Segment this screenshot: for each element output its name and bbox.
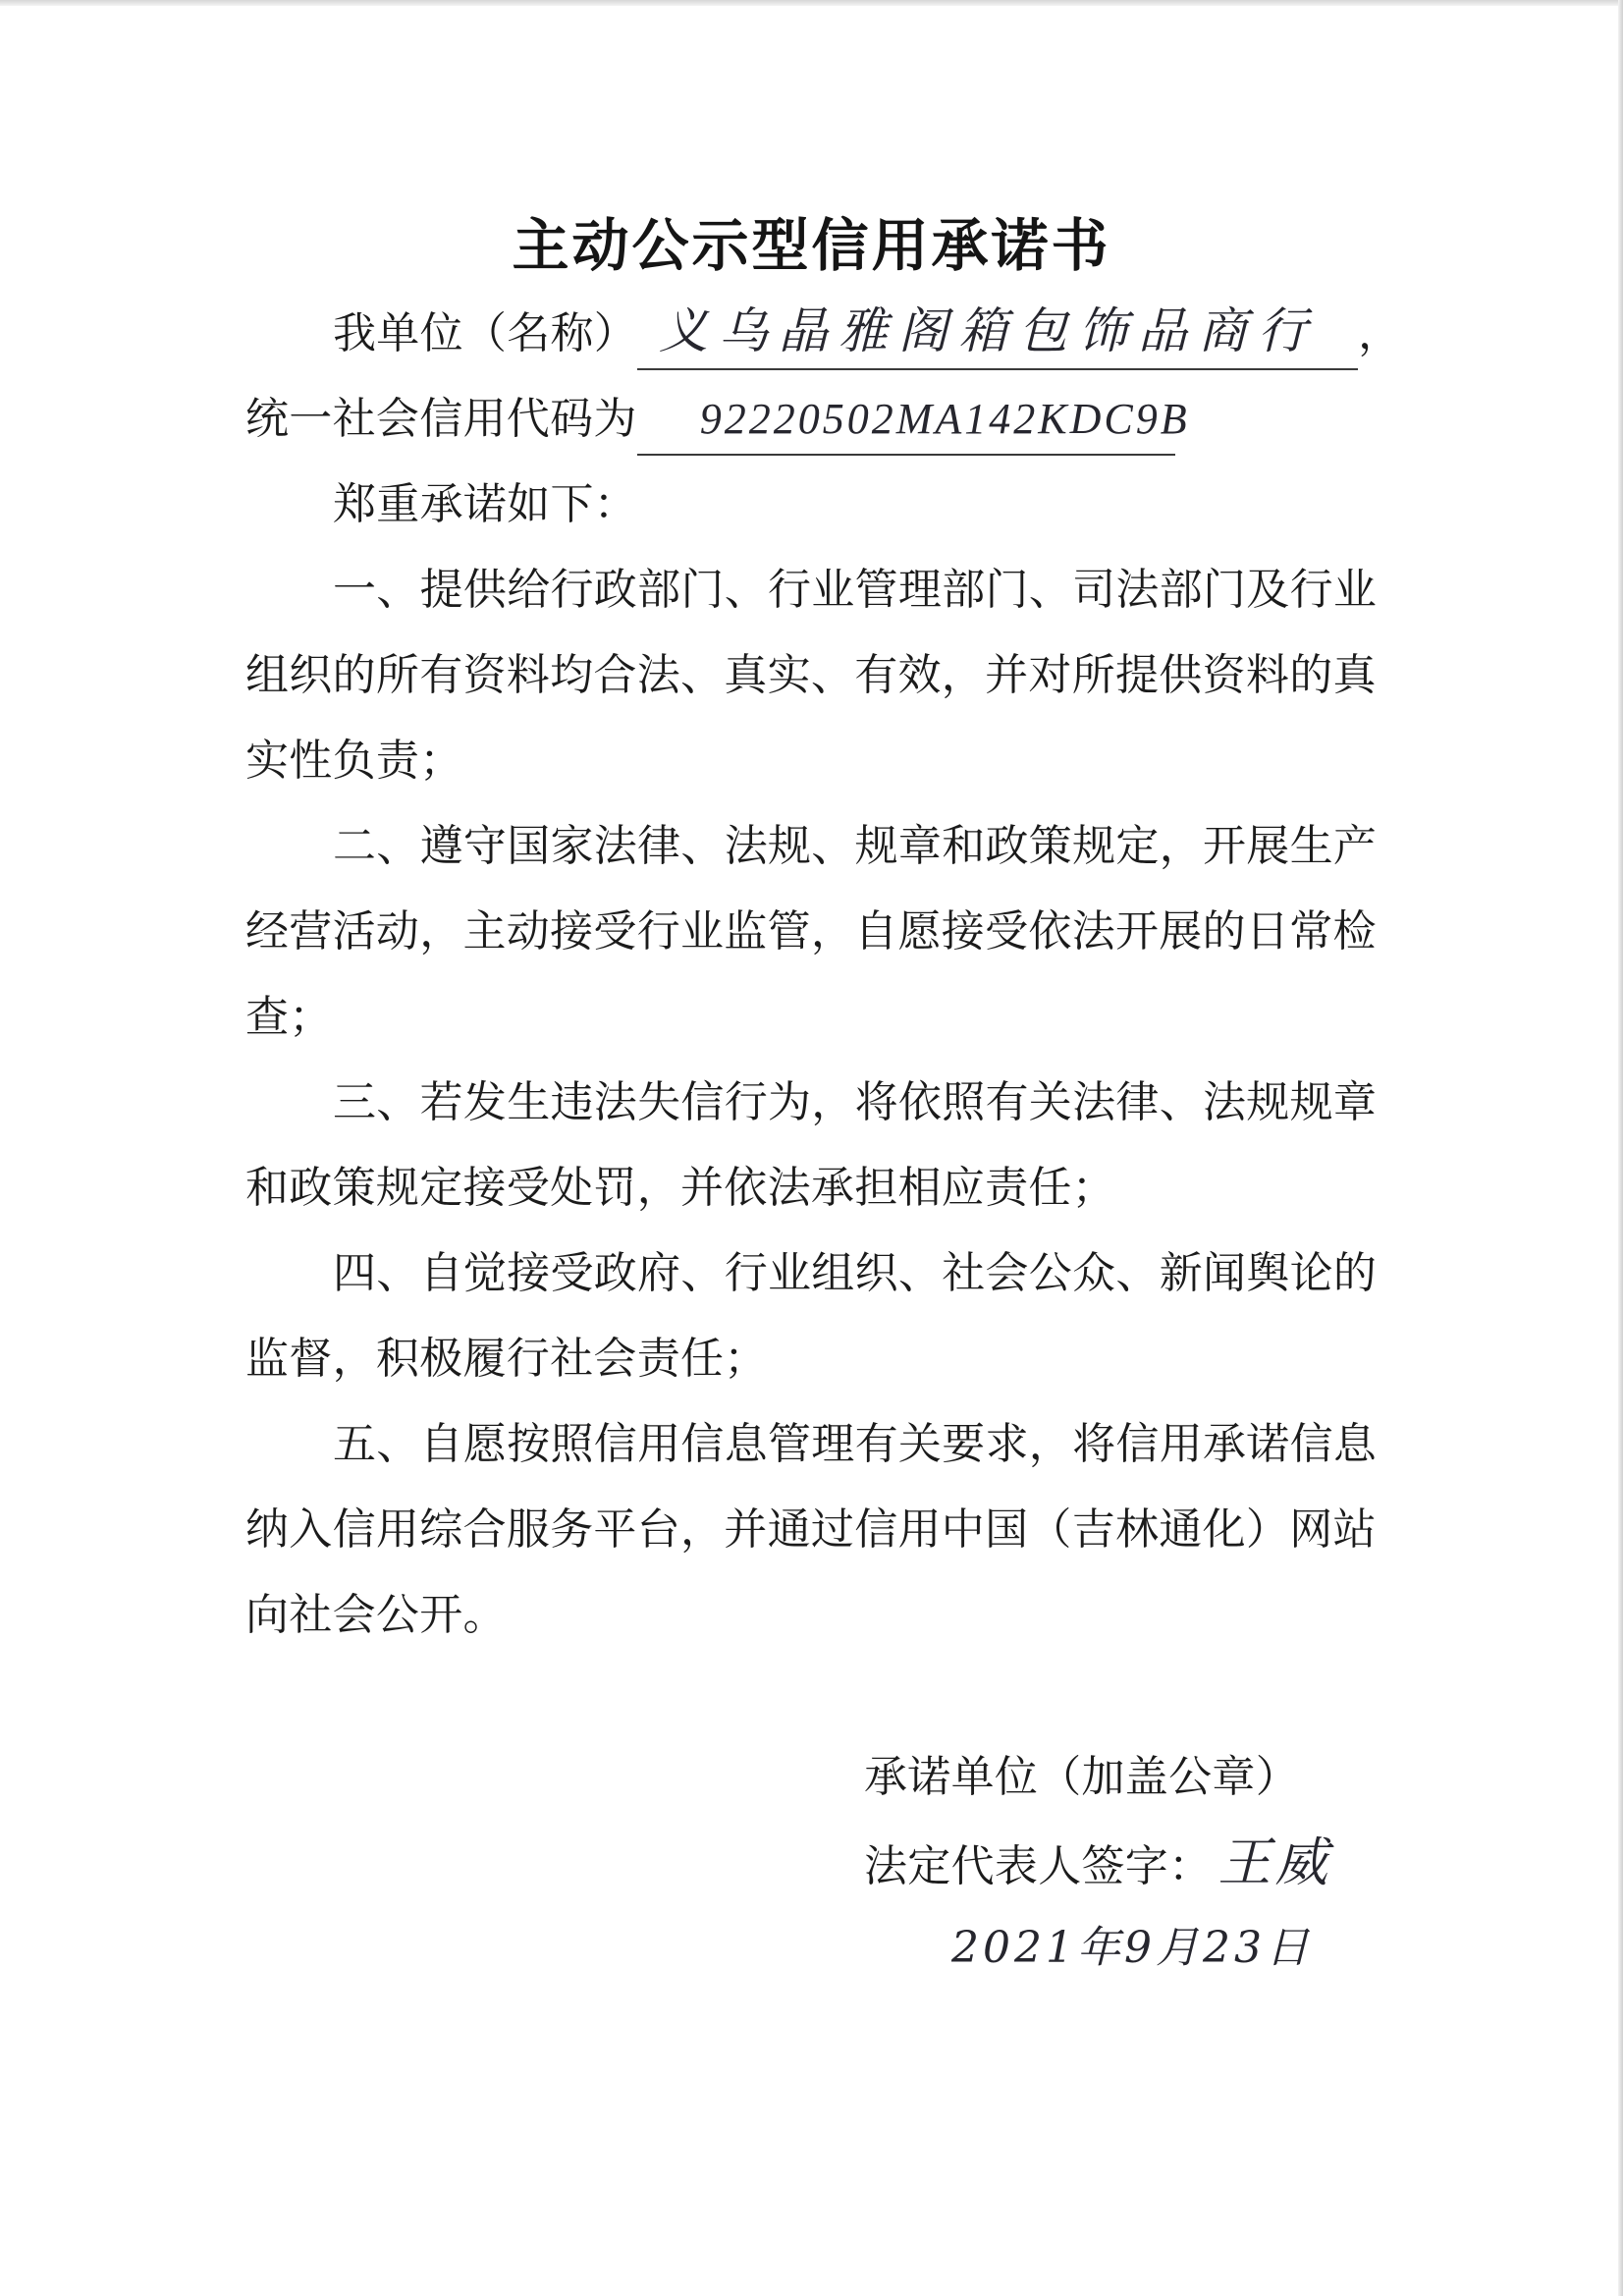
commitment-line: 监督，积极履行社会责任； bbox=[245, 1334, 768, 1384]
commitment-item-1 bbox=[245, 547, 1404, 803]
credit-code-line bbox=[245, 376, 1404, 462]
commitment-line: 一、提供给行政部门、行业管理部门、司法部门及行业 bbox=[333, 565, 1378, 615]
commitment-line: 五、自愿按照信用信息管理有关要求，将信用承诺信息 bbox=[333, 1419, 1378, 1469]
unit-name-suffix: ， bbox=[1358, 308, 1402, 358]
commitment-line: 四、自觉接受政府、行业组织、社会公众、新闻舆论的 bbox=[333, 1248, 1378, 1298]
commitment-line: 组织的所有资料均合法、真实、有效，并对所提供资料的真 bbox=[245, 650, 1377, 700]
unit-name-label: 我单位（名称） bbox=[333, 308, 638, 358]
signature-block bbox=[864, 1734, 1571, 1991]
signing-date: 2021年9月23日 bbox=[951, 1923, 1313, 1973]
commitment-line: 查； bbox=[245, 992, 333, 1042]
commitment-item-4 bbox=[245, 1230, 1404, 1401]
document-title: 主动公示型信用承诺书 bbox=[512, 212, 1111, 279]
commitment-line: 二、遵守国家法律、法规、规章和政策规定，开展生产 bbox=[333, 821, 1378, 871]
date-line bbox=[864, 1905, 1571, 1991]
commitment-line: 和政策规定接受处罚，并依法承担相应责任； bbox=[245, 1163, 1115, 1213]
unit-name-handwriting: 义乌晶雅阁箱包饰品商行 bbox=[659, 302, 1319, 359]
commitment-line: 向社会公开。 bbox=[245, 1590, 507, 1640]
commitment-intro: 郑重承诺如下： bbox=[333, 479, 638, 529]
commitment-line: 实性负责； bbox=[245, 736, 463, 786]
document-body bbox=[245, 291, 1404, 1658]
legal-representative-line bbox=[864, 1820, 1571, 1905]
committing-unit-label: 承诺单位（加盖公章） bbox=[864, 1752, 1299, 1802]
commitment-item-2 bbox=[245, 803, 1404, 1060]
commitment-line: 纳入信用综合服务平台，并通过信用中国（吉林通化）网站 bbox=[245, 1504, 1377, 1555]
credit-code-label: 统一社会信用代码为 bbox=[245, 394, 637, 444]
scan-edge-top bbox=[0, 0, 1623, 6]
credit-code-field bbox=[637, 385, 1190, 456]
commitment-line: 经营活动，主动接受行业监管，自愿接受依法开展的日常检 bbox=[245, 906, 1377, 957]
commitment-item-5 bbox=[245, 1401, 1404, 1658]
credit-code-handwriting: 92220502MA142KDC9B bbox=[699, 395, 1190, 443]
unit-name-field bbox=[637, 297, 1358, 370]
commitment-item-3 bbox=[245, 1060, 1404, 1230]
legal-representative-signature: 王威 bbox=[1217, 1831, 1332, 1893]
scan-edge-right bbox=[1618, 0, 1623, 2296]
unit-name-line bbox=[245, 291, 1404, 376]
commitment-line: 三、若发生违法失信行为，将依照有关法律、法规规章 bbox=[333, 1077, 1378, 1127]
legal-representative-label: 法定代表人签字： bbox=[864, 1841, 1213, 1891]
